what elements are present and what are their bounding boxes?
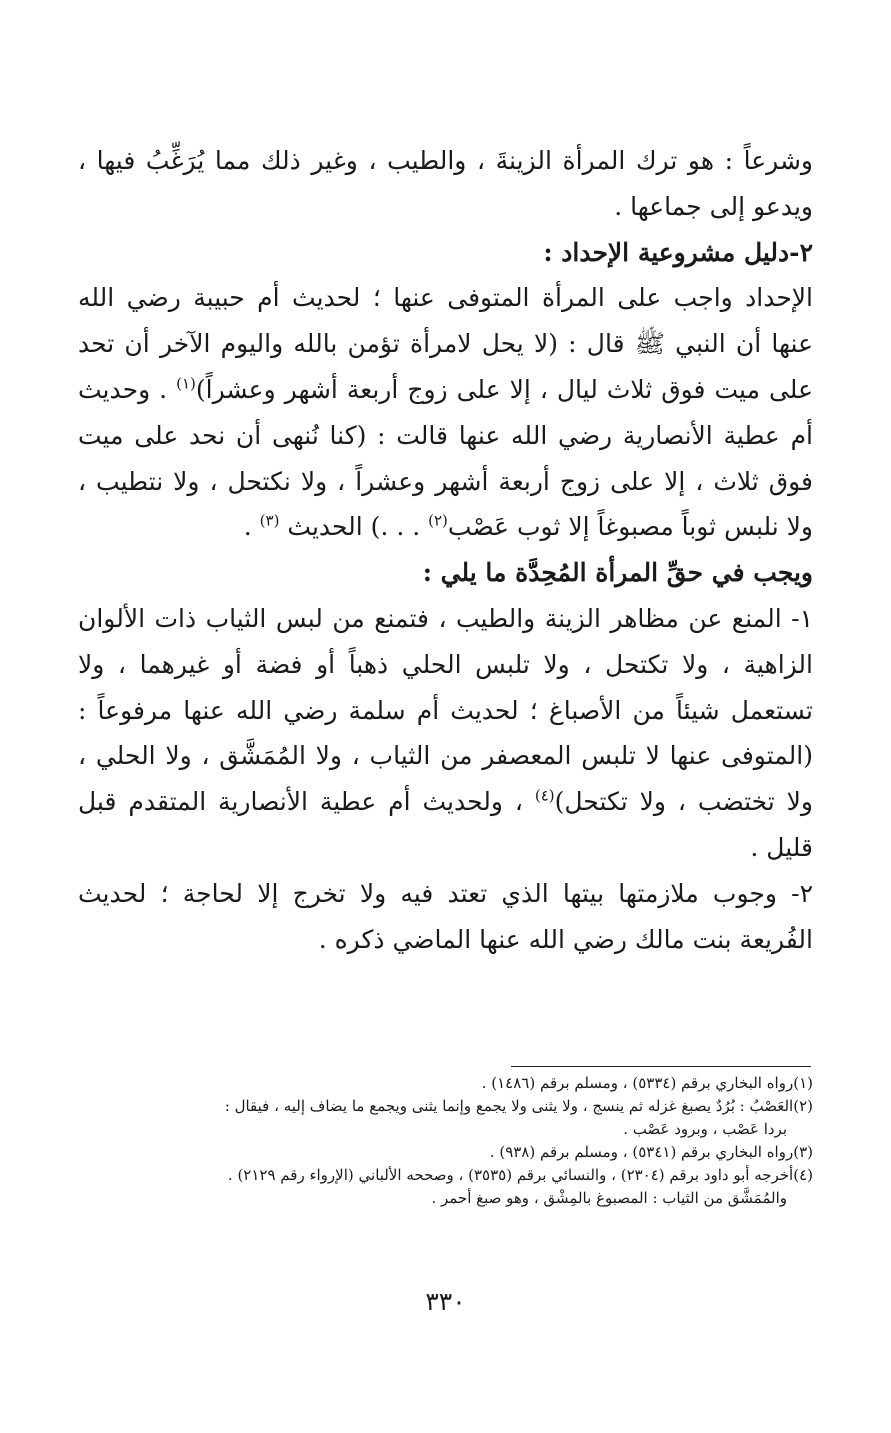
page-number: ٣٣٠ [425,1287,466,1316]
footnote-3: (٣)رواه البخاري برقم (٥٣٤١) ، ومسلم برقم (٩٣٨) . [489,1143,813,1161]
obligation-1-text: ١- المنع عن مظاهر الزينة والطيب ، فتمنع من لبس الثياب ذات الألوان الزاهية ، ولا تكتحل ، ولا تلبس الحلي ذهباً أو فضة أو غيرهما ، ولا تستعمل شيئاً من الأصباغ ؛ لحديث أم سلمة رضي الله عنها مرفوعاً : (المتوفى عنها لا تلبس المعصفر من الثياب ، ولا المُمَشَّق ، ولا الحلي ، ولا تختضب ، ولا تكتحل) [78,603,813,817]
footnote-2 [70,1095,813,1141]
evidence-text-part1: الإحداد واجب على المرأة المتوفى عنها ؛ لحديث أم حبيبة رضي الله عنها أن النبي ﷺ قال : (لا يحل لامرأة تؤمن بالله واليوم الآخر أن تحد على ميت فوق ثلاث ليال ، إلا على زوج أربعة أشهر وعشراً) [78,283,813,404]
footnote-divider [511,1066,811,1067]
evidence-text-part4: . [243,512,260,542]
paragraph-definition: وشرعاً : هو ترك المرأة الزينةَ ، والطيب ، وغير ذلك مما يُرَغِّبُ فيها ، ويدعو إلى جماعها . [78,146,813,221]
footnote-2-line-2: بردا عَصْب ، وبرود عَصْب . [623,1120,787,1138]
footnote-2-line-1: (٢)العَصْبُ : بُرُدٌ يصبغ غزله ثم ينسج ، ولا يثنى ولا يجمع وإنما يثنى ويجمع ما يضاف إليه ، فيقال : [224,1097,813,1115]
footnote-ref-2: (٢) [428,512,448,531]
paragraph-obligation-1 [78,596,813,871]
main-text [78,138,813,962]
footnote-1: (١)رواه البخاري برقم (٥٣٣٤) ، ومسلم برقم (١٤٨٦) . [481,1074,813,1092]
footnote-ref-1: (١) [176,374,196,393]
footnote-4-line-1: (٤)أخرجه أبو داود برقم (٢٣٠٤) ، والنسائي برقم (٣٥٣٥) ، وصححه الألباني (الإرواء رقم ٢١٢٩) . [227,1166,813,1184]
paragraph-obligation-2: ٢- وجوب ملازمتها بيتها الذي تعتد فيه ولا تخرج إلا لحاجة ؛ لحديث الفُريعة بنت مالك رضي الله عنها الماضي ذكره . [78,878,813,954]
footnote-ref-3: (٣) [259,512,280,531]
heading-evidence: ٢-دليل مشروعية الإحداد : [543,237,813,267]
paragraph-evidence [78,275,813,550]
heading-obligations: ويجب في حقِّ المرأة المُحِدَّة ما يلي : [422,558,813,588]
footnote-4 [70,1164,813,1210]
footnote-ref-4: (٤) [534,786,555,805]
footnote-4-line-2: والمُمَشَّق من الثياب : المصبوغ بالمِشْق ، وهو صبغ أحمر . [431,1189,787,1207]
evidence-text-part3: . . .) الحديث [279,512,429,542]
evidence-text-part2: . وحديث أم عطية الأنصارية رضي الله عنها قالت : (كنا نُنهى أن نحد على ميت فوق ثلاث ، إلا على زوج أربعة أشهر وعشراً ، ولا نكتحل ، ولا نتطيب ، ولا نلبس ثوباً مصبوغاً إلا ثوب عَصْب [78,374,813,542]
footnotes [70,1072,813,1210]
obligation-1-text-end: ، ولحديث أم عطية الأنصارية المتقدم قبل قليل . [78,787,813,862]
